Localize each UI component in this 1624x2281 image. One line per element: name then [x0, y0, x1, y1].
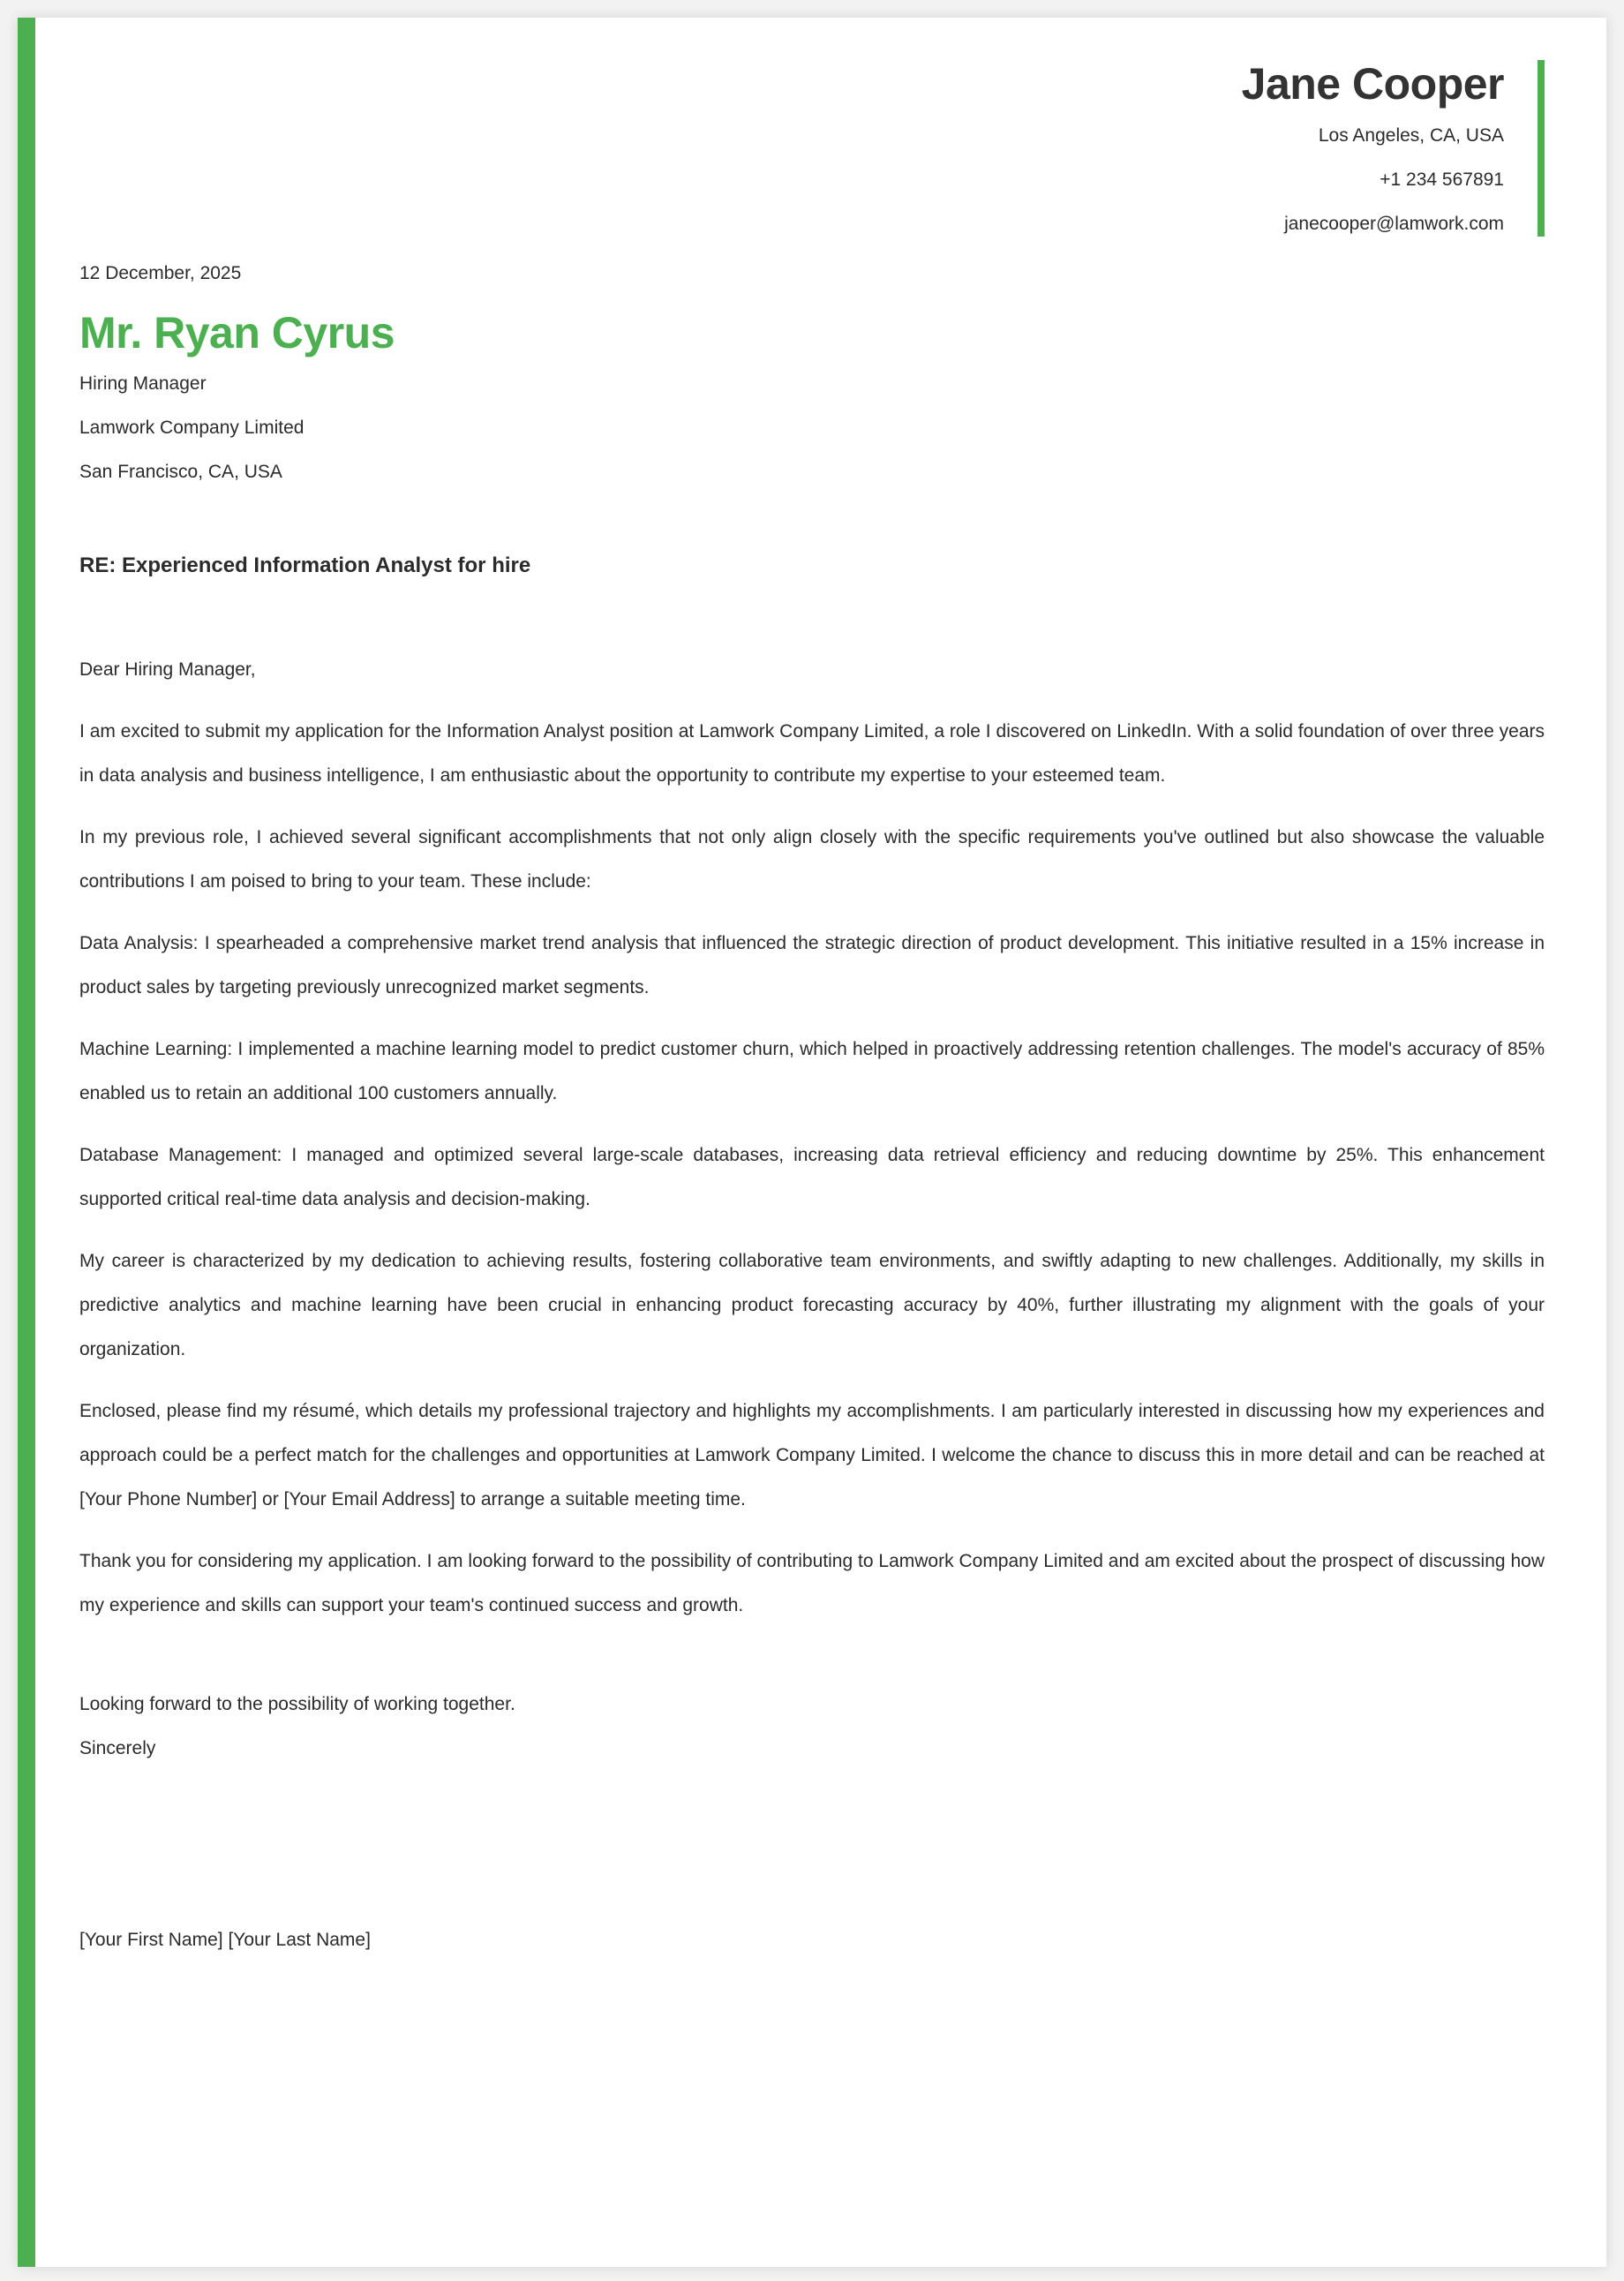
recipient-company: Lamwork Company Limited [79, 418, 304, 438]
sender-location: Los Angeles, CA, USA [1318, 125, 1504, 146]
letter-page [18, 18, 1606, 2267]
closing-block [79, 1683, 515, 1771]
letter-body [79, 648, 1545, 1645]
closing-line: Looking forward to the possibility of working together. [79, 1694, 515, 1714]
recipient-title: Hiring Manager [79, 373, 207, 394]
letter-date: 12 December, 2025 [79, 263, 242, 283]
recipient-location: San Francisco, CA, USA [79, 462, 282, 482]
recipient-name: Mr. Ryan Cyrus [79, 308, 395, 358]
sender-block [1242, 60, 1545, 237]
sender-phone: +1 234 567891 [1380, 169, 1504, 190]
sender-email: janecooper@lamwork.com [1284, 214, 1504, 234]
accent-bar [18, 18, 35, 2267]
body-paragraph: I am excited to submit my application for the Information Analyst position at Lamwork Company Limited, a role I discovered on LinkedIn. With a solid foundation of over three years in data analysis and business intelligence, I am enthusiastic about the opportunity to contribute my expertise to your esteemed team. [79, 721, 1545, 786]
subject-line: RE: Experienced Information Analyst for hire [79, 553, 531, 577]
body-paragraph: Machine Learning: I implemented a machine learning model to predict customer churn, which helped in proactively addressing retention challenges. The model's accuracy of 85% enabled us to retain an additional 100 customers annually. [79, 1039, 1545, 1103]
body-paragraph: Enclosed, please find my résumé, which details my professional trajectory and highlights my accomplishments. I am particularly interested in discussing how my experiences and approach could be a perfect match for the challenges and opportunities at Lamwork Company Limited. I welcome the chance to discuss this in more detail and can be reached at [Your Phone Number] or [Your Email Address] to arrange a suitable meeting time. [79, 1401, 1545, 1509]
greeting: Dear Hiring Manager, [79, 659, 256, 680]
body-paragraph: My career is characterized by my dedication to achieving results, fostering collaborative team environments, and swiftly adapting to new challenges. Additionally, my skills in predictive analytics and machine learning have been crucial in enhancing product forecasting accuracy by 40%, further illustrating my alignment with the goals of your organization. [79, 1251, 1545, 1359]
body-paragraph: Thank you for considering my application. I am looking forward to the possibility of contributing to Lamwork Company Limited and am excited about the prospect of discussing how my experience and skills can support your team's continued success and growth. [79, 1551, 1545, 1615]
signoff: Sincerely [79, 1738, 156, 1758]
sender-name: Jane Cooper [1241, 59, 1504, 109]
body-paragraph: Data Analysis: I spearheaded a comprehensive market trend analysis that influenced the strategic direction of product development. This initiative resulted in a 15% increase in product sales by targeting previously unrecognized market segments. [79, 933, 1545, 997]
signature: [Your First Name] [Your Last Name] [79, 1930, 371, 1950]
body-paragraph: In my previous role, I achieved several significant accomplishments that not only align closely with the specific requirements you've outlined but also showcase the valuable contributions I am poised to bring to your team. These include: [79, 827, 1545, 892]
body-paragraph: Database Management: I managed and optimized several large-scale databases, increasing data retrieval efficiency and reducing downtime by 25%. This enhancement supported critical real-time data analysis and decision-making. [79, 1145, 1545, 1209]
recipient-block [79, 362, 304, 494]
